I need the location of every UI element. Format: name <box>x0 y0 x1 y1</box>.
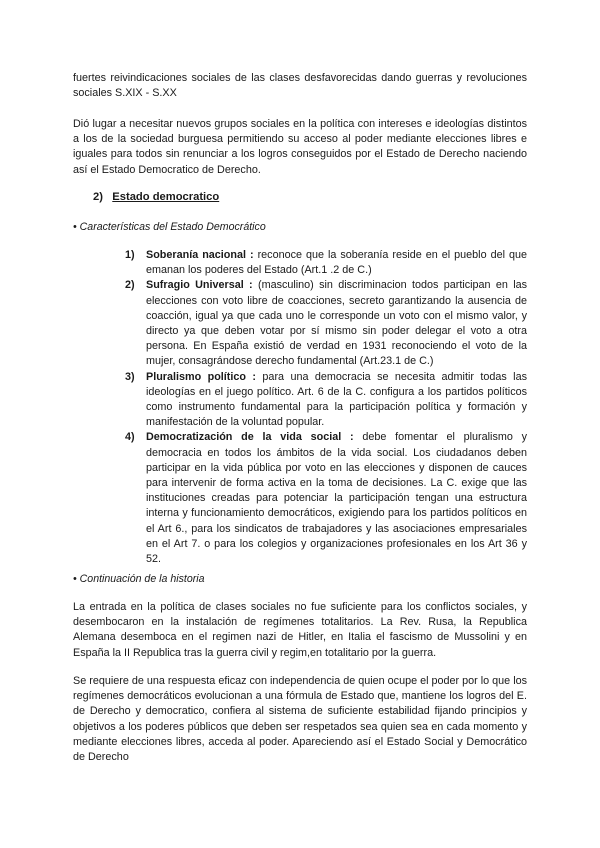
item-term: Pluralismo político : <box>146 370 257 383</box>
item-number: 1) <box>125 249 135 261</box>
list-item <box>125 248 527 278</box>
history-paragraph-1: La entrada en la política de clases sociales no fue suficiente para los conflictos sociales, y desembocaron en la instalación de regímenes totalitarios. La Rev. Rusa, la Republica Alemana desemboca en el regimen nazi de Hitler, en Italia el fascismo de Mussolini y en España la II Republica tras la guerra civil y regim,en totalitario por la guerra. <box>73 601 527 659</box>
list-item <box>125 370 527 431</box>
list-item <box>125 278 527 369</box>
history-paragraph-2: Se requiere de una respuesta eficaz con independencia de quien ocupe el poder por lo que los regímenes democráticos evolucionan a una fórmula de Estado que, mantiene los logros del E. de Derecho y democratico, confiera al sistema de suficiente estabilidad fijando principios y objetivos a los poderes públicos que deben ser respetados sea quien sea en cada momento y mediante elecciones libres, acceda al poder. Apareciendo así el Estado Social y Democrático de Derecho <box>73 675 527 764</box>
history-title: • Continuación de la historia <box>73 573 205 585</box>
item-term: Democratización de la vida social : <box>146 431 354 444</box>
characteristics-list <box>125 248 527 567</box>
section-title: Estado democratico <box>112 191 220 203</box>
item-text: reconoce que la soberanía reside en el pueblo del que emanan los poderes del Estado (Art.1 .2 de C.) <box>146 249 527 277</box>
intro-paragraph-2: Dió lugar a necesitar nuevos grupos sociales en la política con intereses e ideologías distintos a los de la sociedad burguesa permitiendo su acceso al poder mediante elecciones libres e iguales para todos sin renunciar a los logros conseguidos por el Estado de Derecho naciendo así el Estado Democratico de Derecho. <box>73 118 527 176</box>
item-text: (masculino) sin discriminacion todos participan en las elecciones con voto libre de coacciones, secreto garantizando la ausencia de coacción, igual ya que cada uno le corresponde un voto con el mismo valor, y directo ya que deben votar por sí mismo sin poder delegar el voto a otra persona. En España existió de verdad en 1931 reconociendo el voto de la mujer, consagrándose derecho fundamental (Art.23.1 de C.) <box>146 279 527 368</box>
section-number: 2) <box>93 191 103 203</box>
characteristics-title: • Características del Estado Democrático <box>73 221 266 233</box>
item-text: debe fomentar el pluralismo y democracia en todos los ámbitos de la vida social. Los ciudadanos deben participar en la vida pública por voto en las elecciones y disponen de cauces para intervenir de forma activa en la toma de decisiones. La C. exige que las instituciones creadas para potenciar la participación tengan una estructura interna y funcionamiento democráticos, exigiendo para los partidos políticos en el Art 6., para los sindicatos de trabajadores y las asociaciones empresariales en el Art 7. o para los colegios y organizaciones profesionales en los Art 36 y 52. <box>146 431 527 566</box>
item-term: Sufragio Universal : <box>146 279 253 292</box>
item-term: Soberanía nacional : <box>146 249 254 261</box>
item-text: para una democracia se necesita admitir todas las ideologías en el juego político. Art. 6 de la C. configura a los partidos políticos como instrumento fundamental para la participación política y formación y manifestación de la voluntad popular. <box>146 370 527 429</box>
item-number: 4) <box>125 431 135 444</box>
item-number: 3) <box>125 370 135 383</box>
item-number: 2) <box>125 279 135 292</box>
intro-paragraph-1: fuertes reivindicaciones sociales de las clases desfavorecidas dando guerras y revoluciones sociales S.XIX - S.XX <box>73 72 527 100</box>
list-item <box>125 430 527 567</box>
section-heading <box>93 191 219 203</box>
